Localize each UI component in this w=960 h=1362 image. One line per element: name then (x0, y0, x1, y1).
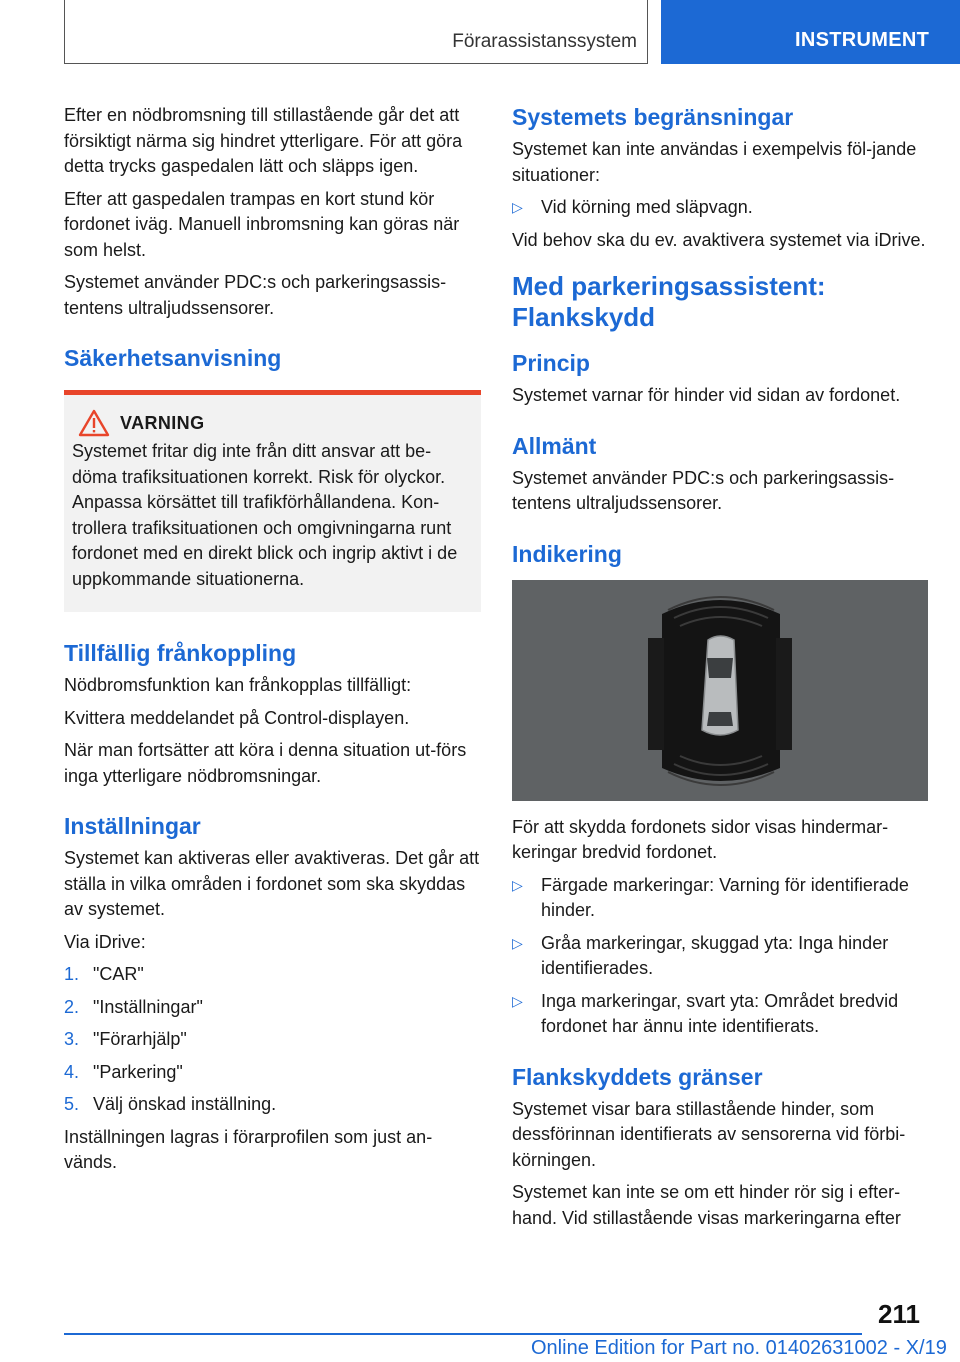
paragraph: Via iDrive: (64, 931, 146, 952)
left-column (64, 103, 481, 1183)
settings-steps-list (64, 962, 481, 1118)
paragraph: Vid behov ska du ev. avaktivera systemet via iDrive. (512, 229, 926, 250)
section-heading-limitations: Systemets begränsningar (512, 104, 794, 130)
section-heading-safety: Säkerhetsanvisning (64, 345, 282, 371)
paragraph: Systemet kan inte användas i exempelvis föl-jande situationer: (512, 139, 917, 185)
list-item (64, 995, 481, 1021)
indication-list (512, 873, 928, 1040)
warning-box (64, 395, 481, 612)
parking-display-figure (512, 580, 928, 801)
list-item (64, 1092, 481, 1118)
paragraph: Efter att gaspedalen trampas en kort stund kör fordonet iväg. Manuell inbromsning kan göras när som helst. (64, 188, 460, 260)
paragraph: Inställningen lagras i förarprofilen som just an-vänds. (64, 1126, 433, 1172)
triangle-right-icon: ▷ (512, 199, 523, 215)
paragraph: När man fortsätter att köra i denna situation ut-förs inga ytterligare nödbromsningar. (64, 740, 467, 786)
section-heading-settings: Inställningar (64, 813, 201, 839)
section-heading-flank-limits: Flankskyddets gränser (512, 1063, 763, 1090)
footer-divider (64, 1333, 862, 1335)
step-number: 1. (64, 964, 80, 984)
paragraph: För att skydda fordonets sidor visas hindermar-keringar bredvid fordonet. (512, 816, 889, 862)
page-number: 211 (878, 1299, 920, 1329)
paragraph: Systemet använder PDC:s och parkeringsassis-tentens ultraljudssensorer. (512, 467, 895, 513)
warning-text: Systemet fritar dig inte från ditt ansvar att be-döma trafiksituationen korrekt. Risk för olyckor. Anpassa körsättet till trafikförhållandena. Kon-trollera trafiksituationen och omgivningarna runt fordonet med en direkt blick och ingrip aktivt i de uppkommande situationerna. (72, 441, 458, 589)
step-number: 3. (64, 1029, 80, 1049)
section-heading-temporary: Tillfällig frånkoppling (64, 640, 297, 666)
paragraph: Systemet kan inte se om ett hinder rör sig i efter-hand. Vid stillastående visas markeringarna efter (512, 1182, 901, 1228)
right-column (512, 103, 928, 1238)
step-text: "Parkering" (93, 1061, 183, 1082)
header-section-box (64, 0, 648, 64)
header-section-title: Förarassistanssystem (452, 31, 637, 52)
section-heading-principle: Princip (512, 350, 590, 376)
paragraph: Systemet kan aktiveras eller avaktiveras. Det går att ställa in vilka områden i fordonet som ska skyddas av systemet. (64, 848, 480, 919)
list-item-text: Inga markeringar, svart yta: Området bredvid fordonet har ännu inte identifierats. (541, 990, 899, 1036)
step-text: "CAR" (93, 964, 144, 984)
paragraph: Systemet använder PDC:s och parkeringsassis-tentens ultraljudssensorer. (64, 272, 447, 318)
triangle-right-icon: ▷ (512, 992, 523, 1009)
limitations-list (512, 195, 928, 221)
car-top-view-illustration (512, 580, 928, 801)
list-item (512, 873, 928, 924)
list-item (512, 195, 928, 221)
step-number: 2. (64, 996, 80, 1017)
header-chapter-tab: INSTRUMENT (661, 0, 960, 64)
paragraph: Kvittera meddelandet på Control-displayen. (64, 707, 410, 728)
section-heading-indication: Indikering (512, 540, 622, 567)
list-item (64, 1060, 481, 1086)
step-text: "Förarhjälp" (93, 1029, 187, 1049)
paragraph: Systemet varnar för hinder vid sidan av fordonet. (512, 385, 901, 405)
main-heading-flank-protection: Med parkeringsassistent: Flankskydd (512, 271, 826, 332)
footer-edition: Online Edition for Part no. 01402631002 - X/19 (531, 1337, 947, 1359)
paragraph: Systemet visar bara stillastående hinder, som dessförinnan identifierats av sensorerna vid förbi-körningen. (512, 1098, 906, 1170)
paragraph: Efter en nödbromsning till stillastående går det att försiktigt närma sig hindret ytterligare. För att göra detta trycks gaspedalen lätt och släpps igen. (64, 105, 463, 176)
warning-triangle-icon (78, 409, 110, 437)
list-item-text: Vid körning med släpvagn. (541, 197, 753, 217)
step-text: "Inställningar" (93, 996, 203, 1017)
list-item (64, 962, 481, 988)
triangle-right-icon: ▷ (512, 876, 523, 893)
section-heading-general: Allmänt (512, 432, 597, 459)
step-number: 5. (64, 1094, 80, 1114)
paragraph: Nödbromsfunktion kan frånkopplas tillfälligt: (64, 675, 412, 695)
list-item-text: Färgade markeringar: Varning för identifierade hinder. (541, 874, 909, 920)
triangle-right-icon: ▷ (512, 934, 523, 951)
step-number: 4. (64, 1061, 80, 1082)
step-text: Välj önskad inställning. (93, 1094, 277, 1114)
warning-title: VARNING (120, 412, 205, 433)
list-item (512, 931, 928, 982)
list-item-text: Gråa markeringar, skuggad yta: Inga hinder identifierades. (541, 932, 889, 978)
list-item (64, 1027, 481, 1053)
list-item (512, 989, 928, 1040)
